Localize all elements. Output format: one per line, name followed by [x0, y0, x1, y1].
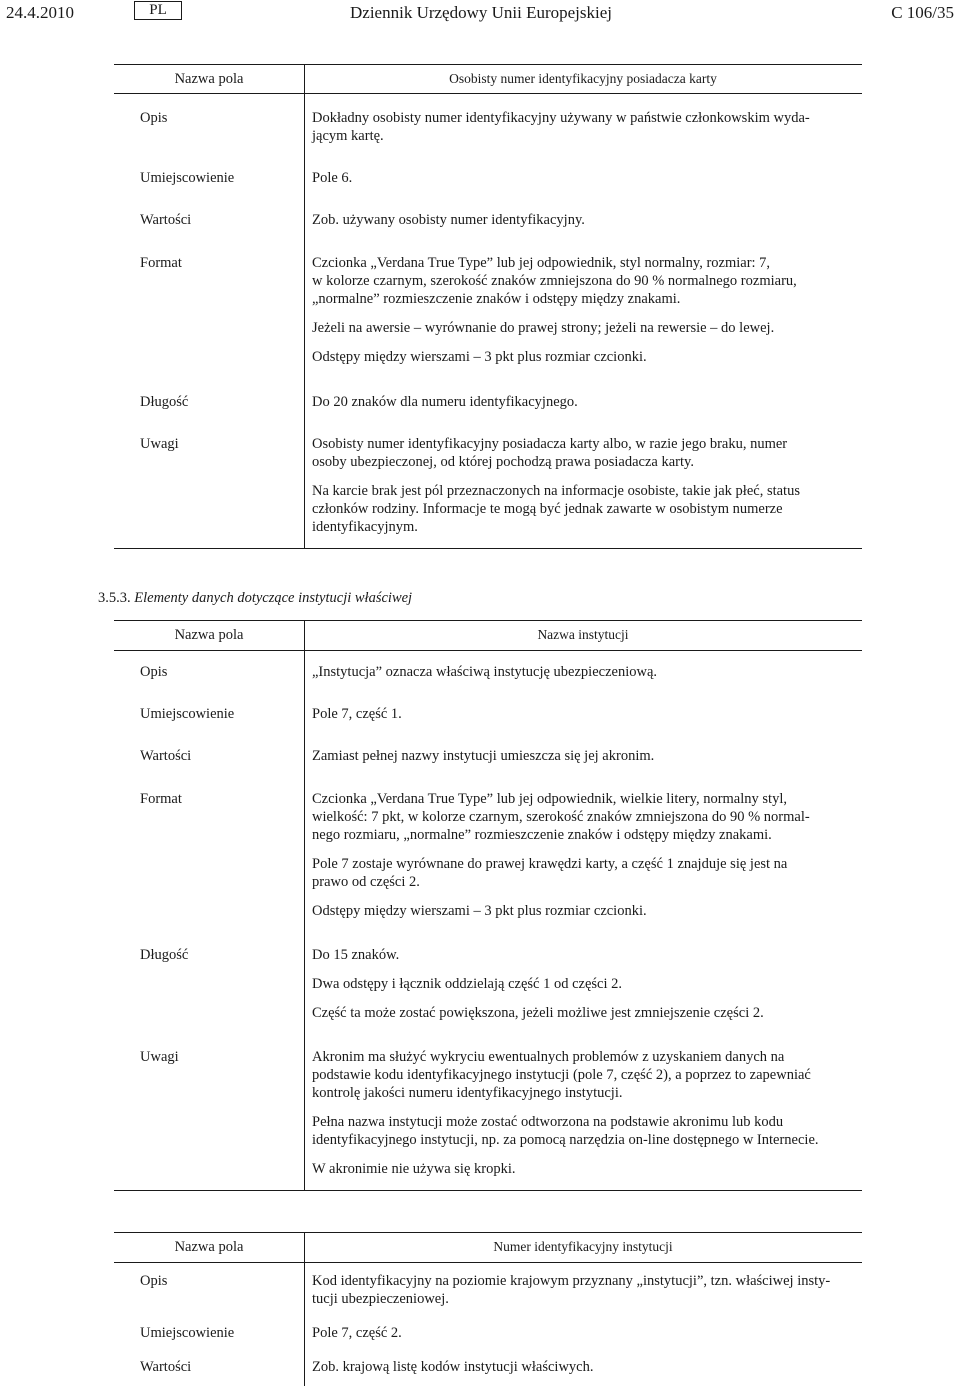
- opis-label: Opis: [140, 110, 168, 126]
- opis-value: [312, 1272, 862, 1308]
- uwagi-line: Akronim ma służyć wykryciu ewentualnych problemów z uzyskaniem danych na: [312, 1049, 785, 1065]
- umiejscowienie-value: Pole 7, część 1.: [312, 706, 402, 722]
- publication-date: 24.4.2010: [6, 3, 74, 22]
- format-line: prawo od części 2.: [312, 874, 420, 890]
- wartosci-label: Wartości: [140, 748, 192, 764]
- section-heading: [98, 590, 412, 607]
- table-header-border: [114, 93, 862, 94]
- opis-label: Opis: [140, 664, 168, 680]
- table-header-border: [114, 650, 862, 651]
- dlugosc-label: Długość: [140, 947, 189, 963]
- uwagi-line: osoby ubezpieczonej, od której pochodzą prawa posiadacza karty.: [312, 454, 694, 470]
- umiejscowienie-label: Umiejscowienie: [140, 170, 235, 186]
- format-line: Czcionka „Verdana True Type” lub jej odpowiednik, wielkie litery, normalny styl,: [312, 791, 787, 807]
- journal-title: Dziennik Urzędowy Unii Europejskiej: [350, 3, 613, 22]
- format-line: w kolorze czarnym, szerokość znaków zmniejszona do 90 % normalnego rozmiaru,: [312, 273, 797, 289]
- uwagi-line: W akronimie nie używa się kropki.: [312, 1161, 516, 1177]
- dlugosc-line: Dwa odstępy i łącznik oddzielają część 1 od części 2.: [312, 976, 623, 992]
- dlugosc-value: [312, 946, 862, 1022]
- opis-line: Dokładny osobisty numer identyfikacyjny używany w państwie członkowskim wyda-: [312, 110, 810, 126]
- language-box: PL: [134, 1, 182, 20]
- format-line: Odstępy między wierszami – 3 pkt plus rozmiar czcionki.: [312, 349, 647, 365]
- table-bottom-border: [114, 1190, 862, 1191]
- format-line: Jeżeli na awersie – wyrównanie do prawej strony; jeżeli na rewersie – do lewej.: [312, 320, 775, 336]
- opis-line: tucji ubezpieczeniowej.: [312, 1291, 449, 1307]
- opis-line: jącym kartę.: [312, 128, 384, 144]
- table-bottom-border: [114, 548, 862, 549]
- field-name-value: Osobisty numer identyfikacyjny posiadacza karty: [449, 71, 717, 86]
- uwagi-line: podstawie kodu identyfikacyjnego instytucji (pole 7, część 2), a poprzez to zapewniać: [312, 1067, 811, 1083]
- wartosci-label: Wartości: [140, 212, 192, 228]
- format-line: nego rozmiaru, „normalne” rozmieszczenie znaków i odstępy między znakami.: [312, 827, 772, 843]
- dlugosc-label: Długość: [140, 394, 189, 410]
- table-header-border: [114, 1262, 862, 1263]
- opis-line: Kod identyfikacyjny na poziomie krajowym przyznany „instytucji”, tzn. właściwej insty-: [312, 1273, 831, 1289]
- section-title: Elementy danych dotyczące instytucji właściwej: [134, 590, 413, 606]
- page-number: C 106/35: [891, 3, 954, 22]
- format-line: Czcionka „Verdana True Type” lub jej odpowiednik, styl normalny, rozmiar: 7,: [312, 255, 771, 271]
- table-personal-id: [114, 64, 862, 550]
- page-header: [0, 0, 960, 30]
- umiejscowienie-value: Pole 6.: [312, 170, 353, 186]
- format-value: [312, 790, 862, 920]
- table-column-divider: [304, 64, 305, 549]
- field-name-label: Nazwa pola: [174, 627, 244, 643]
- format-line: Odstępy między wierszami – 3 pkt plus rozmiar czcionki.: [312, 903, 647, 919]
- format-label: Format: [140, 791, 182, 807]
- format-label: Format: [140, 255, 182, 271]
- opis-label: Opis: [140, 1273, 168, 1289]
- uwagi-line: Na karcie brak jest pól przeznaczonych na informacje osobiste, takie jak płeć, status: [312, 483, 800, 499]
- field-name-label: Nazwa pola: [174, 1239, 244, 1255]
- dlugosc-value: Do 20 znaków dla numeru identyfikacyjnego.: [312, 394, 578, 410]
- uwagi-label: Uwagi: [140, 436, 179, 452]
- table-top-border: [114, 620, 862, 621]
- table-top-border: [114, 64, 862, 65]
- opis-value: [312, 109, 862, 145]
- dlugosc-line: Część ta może zostać powiększona, jeżeli możliwe jest zmniejszenie części 2.: [312, 1005, 764, 1021]
- format-line: Pole 7 zostaje wyrównane do prawej krawędzi karty, a część 1 znajduje się jest na: [312, 856, 788, 872]
- table-institution-id: [114, 1232, 862, 1386]
- uwagi-value: [312, 435, 862, 536]
- format-line: wielkość: 7 pkt, w kolorze czarnym, szerokość znaków zmniejszona do 90 % normal-: [312, 809, 810, 825]
- format-line: „normalne” rozmieszczenie znaków i odstępy między znakami.: [312, 291, 681, 307]
- opis-value: „Instytucja” oznacza właściwą instytucję ubezpieczeniową.: [312, 664, 658, 680]
- uwagi-line: członków rodziny. Informacje te mogą być jednak zawarte w osobistym numerze: [312, 501, 783, 517]
- dlugosc-line: Do 15 znaków.: [312, 947, 400, 963]
- section-number: 3.5.3.: [98, 590, 131, 606]
- uwagi-line: Osobisty numer identyfikacyjny posiadacza karty albo, w razie jego braku, numer: [312, 436, 788, 452]
- uwagi-line: identyfikacyjnego instytucji, np. za pomocą narzędzia on-line dostępnego w Internecie.: [312, 1132, 819, 1148]
- umiejscowienie-label: Umiejscowienie: [140, 706, 235, 722]
- table-institution-name: [114, 620, 862, 1192]
- wartosci-value: Zamiast pełnej nazwy instytucji umieszcza się jej akronim.: [312, 748, 655, 764]
- table-top-border: [114, 1232, 862, 1233]
- uwagi-line: identyfikacyjnym.: [312, 519, 418, 535]
- wartosci-value: Zob. używany osobisty numer identyfikacyjny.: [312, 212, 585, 228]
- field-name-value: Numer identyfikacyjny instytucji: [493, 1239, 673, 1254]
- format-value: [312, 254, 862, 366]
- table-column-divider: [304, 620, 305, 1191]
- uwagi-value: [312, 1048, 862, 1178]
- uwagi-line: Pełna nazwa instytucji może zostać odtworzona na podstawie akronimu lub kodu: [312, 1114, 784, 1130]
- uwagi-label: Uwagi: [140, 1049, 179, 1065]
- umiejscowienie-value: Pole 7, część 2.: [312, 1325, 402, 1341]
- field-name-value: Nazwa instytucji: [537, 627, 629, 642]
- field-name-label: Nazwa pola: [174, 71, 244, 87]
- uwagi-line: kontrolę jakości numeru identyfikacyjnego instytucji.: [312, 1085, 623, 1101]
- wartosci-value: Zob. krajową listę kodów instytucji właściwych.: [312, 1359, 594, 1375]
- wartosci-label: Wartości: [140, 1359, 192, 1375]
- umiejscowienie-label: Umiejscowienie: [140, 1325, 235, 1341]
